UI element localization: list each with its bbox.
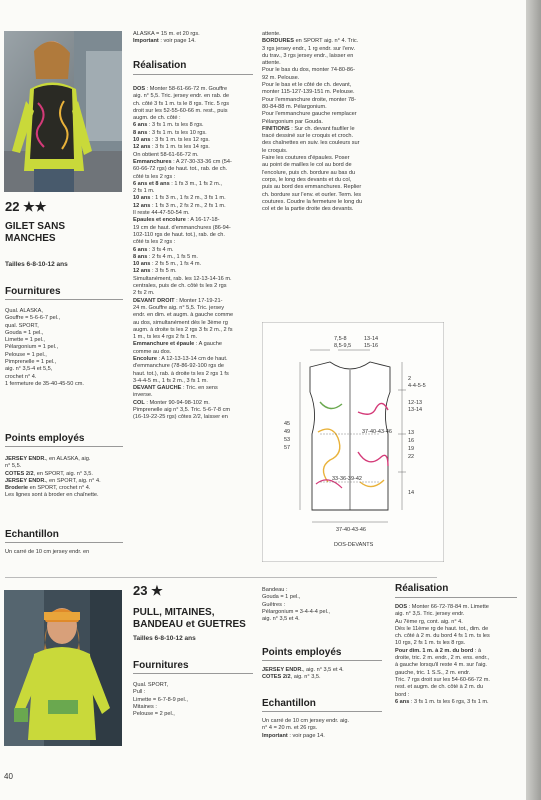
- text-line: col et de la partie droite des devants.: [262, 206, 354, 213]
- text-line: monter 115-127-139-151 m. Pelouse.: [262, 89, 355, 96]
- section-rule: [5, 446, 123, 447]
- text-line: aig. n° 3,5 et 4.: [262, 616, 300, 623]
- dim-shoulder-l2: 8,5-9,5: [334, 343, 352, 349]
- text-line: centrales, puis de ch. côté ts les 2 rgs: [133, 283, 227, 290]
- dim-right-12-13: 12-13: [408, 400, 423, 406]
- photo-pull-model: [4, 590, 122, 746]
- text-line: BORDURES en SPORT aig. n° 4. Tric.: [262, 38, 359, 45]
- dim-left-57: 57: [284, 445, 291, 451]
- text-line: qual. SPORT,: [5, 322, 39, 329]
- text-line: n° 4 = 20 m. et 26 rgs.: [262, 725, 318, 732]
- project-22-title: [5, 221, 65, 245]
- text-line: Pimprenelle aig n° 3,5. Tric. 5-6-7-8 cm: [133, 407, 231, 414]
- echantillon-text-22: [5, 549, 123, 556]
- text-line: DEVANT GAUCHE : Tric. en sens: [133, 385, 218, 392]
- text-line: haut. tot.), rab. à droite ts les 2 rgs 1 fs: [133, 370, 229, 377]
- book-spine: [526, 0, 541, 800]
- fournitures-heading-22: Fournitures: [5, 286, 61, 297]
- dim-bottom-width: 37-40-43-46: [336, 527, 366, 533]
- text-line: 102-110 rgs de haut. tot.), rab. de ch.: [133, 231, 225, 238]
- text-line: 24 m. Gouffre aig. n° 5,5. Tric. jersey: [133, 304, 225, 311]
- fournitures-continued-23: [262, 587, 384, 623]
- dim-right-13: 13: [408, 430, 415, 436]
- text-line: le croquis.: [262, 147, 288, 154]
- gauge-continued: [133, 31, 255, 46]
- realisation-heading-22: Réalisation: [133, 60, 187, 71]
- dim-right-2: 2: [408, 376, 412, 382]
- points-list-23: [262, 667, 384, 682]
- text-line: Pour l'emmanchure droite, monter 78-: [262, 96, 357, 103]
- text-line: Il reste 44-47-50-54 m.: [133, 210, 190, 217]
- section-rule: [262, 660, 382, 661]
- text-line: DEVANT DROIT : Monter 17-19-21-: [133, 297, 223, 304]
- text-line: 3-4-4-5 m., 1 fs 2 m., 3 fs 1 m.: [133, 377, 208, 384]
- text-line: au dos, simultanément dès le 3ème rg: [133, 319, 228, 326]
- dim-neck-l1: 13-14: [364, 336, 379, 342]
- text-line: Faire les coutures d'épaules. Poser: [262, 155, 350, 162]
- text-line: 60-66-72 rgs) de haut. tot., rab. de ch.: [133, 166, 228, 173]
- text-line: endr. en dim. et augm. à gauche comme: [133, 312, 234, 319]
- text-line: COL : Monter 90-94-98-102 m.: [133, 399, 210, 406]
- text-line: droite, tric. 2 m. endr., 2 m. ens. endr.,: [395, 655, 490, 662]
- pull-model-image: [4, 590, 122, 746]
- difficulty-stars-22: ★★: [23, 199, 47, 214]
- text-line: crochet n° 4.: [5, 373, 37, 380]
- difficulty-stars-23: ★: [151, 583, 163, 598]
- text-line: DOS : Monter 66-72-78-84 m. Limette: [395, 604, 489, 610]
- text-line: 10 ans : 2 fs 5 m., 1 fs 4 m.: [133, 261, 202, 268]
- text-line: inverse.: [133, 392, 153, 399]
- text-line: Pélargonium = 3-4-4-4 pel.,: [262, 608, 330, 615]
- dos-devants-schematic: [262, 322, 444, 562]
- project-22-title-line2: MANCHES: [5, 233, 56, 244]
- dim-chest: 37-40-43-46: [362, 429, 392, 435]
- section-rule: [133, 74, 253, 75]
- project-23-title: [133, 607, 259, 631]
- realisation-text-22: [133, 86, 255, 422]
- dim-right-22: 22: [408, 454, 415, 460]
- text-line: ALASKA = 15 m. et 20 rgs.: [133, 31, 200, 37]
- section-rule: [5, 299, 123, 300]
- text-line: Guêtres :: [262, 601, 286, 608]
- text-line: Un carré de 10 cm jersey endr. aig.: [262, 718, 350, 724]
- points-heading-23: Points employés: [262, 647, 342, 658]
- dim-left-49: 49: [284, 429, 291, 435]
- text-line: Pelouse = 2 pel.,: [133, 711, 175, 718]
- text-line: COTES 2/2, en SPORT, aig. n° 3,5.: [5, 470, 93, 477]
- text-line: Pour le bas du dos, monter 74-80-86-: [262, 67, 355, 74]
- text-line: coutures. Coudre la fermeture le long du: [262, 198, 363, 205]
- text-line: Les lignes sont à broder en chaînette.: [5, 492, 99, 499]
- text-line: Qual. SPORT,: [133, 682, 169, 688]
- section-rule: [395, 597, 517, 598]
- section-rule: [5, 542, 123, 543]
- text-line: Pour l'emmanchure gauche remplacer: [262, 111, 357, 118]
- text-line: JERSEY ENDR., en ALASKA, aig.: [5, 456, 91, 462]
- text-line: côté ts les 2 rgs :: [133, 239, 176, 246]
- text-line: 10 ans : 3 fs 1 m. ts les 12 rgs.: [133, 137, 210, 144]
- text-line: Encolure : A 12-13-13-14 cm de haut.: [133, 355, 228, 362]
- text-line: JERSEY ENDR., aig. n° 3,5 et 4.: [262, 667, 344, 673]
- text-line: Limette = 1 pel.,: [5, 337, 45, 344]
- project-separator: [5, 577, 437, 578]
- text-line: 1 fermeture de 35-40-45-50 cm.: [5, 380, 84, 387]
- text-line: 2 fs 2 m.: [133, 290, 155, 297]
- text-line: augm. de ch. côté :: [133, 115, 181, 122]
- realisation-heading-23: Réalisation: [395, 583, 449, 594]
- text-line: aig. n° 5,5. Tric. jersey endr. en rab. de: [133, 93, 230, 100]
- fournitures-list-23: [133, 682, 255, 718]
- section-rule: [133, 673, 253, 674]
- text-line: 1 m., ts les 4 rgs 2 fs 1 m.: [133, 334, 198, 341]
- text-line: JERSEY ENDR., en SPORT, aig. n° 4.: [5, 477, 101, 484]
- text-line: 80-84-88 m. Pélargonium.: [262, 103, 327, 110]
- points-heading-22: Points employés: [5, 433, 85, 444]
- text-line: Important : voir page 14.: [262, 732, 325, 739]
- text-line: Pour le bas et le côté de ch. devant,: [262, 82, 352, 89]
- text-line: attente.: [262, 31, 281, 37]
- dim-left-45: 45: [284, 421, 291, 427]
- text-line: 92 m. Pelouse.: [262, 74, 300, 81]
- text-line: Pimprenelle = 1 pel.,: [5, 359, 57, 366]
- text-line: Pélargonium = 1 pel.,: [5, 344, 59, 351]
- text-line: 12 ans : 3 fs 5 m.: [133, 268, 177, 275]
- text-line: Simultanément, rab. les 12-13-14-16 m.: [133, 275, 232, 282]
- text-line: Broderie en SPORT, crochet n° 4.: [5, 485, 91, 492]
- fournitures-heading-23: Fournitures: [133, 660, 189, 671]
- text-line: Gouffre = 5-6-6-7 pel.,: [5, 315, 61, 322]
- text-line: Dès le 11ème rg de haut. tot., dim. de: [395, 625, 489, 632]
- text-line: 6 ans : 3 fs 4 m.: [133, 246, 174, 253]
- text-line: Qual. ALASKA,: [5, 308, 43, 314]
- project-22-heading: [5, 199, 46, 215]
- text-line: Emmanchure et épaule : A gauche: [133, 341, 222, 348]
- fournitures-list-22: [5, 308, 123, 388]
- text-line: 10 rgs, 2 fs 1 m. ts les 8 rgs.: [395, 640, 466, 647]
- dim-neck-l2: 15-16: [364, 343, 379, 349]
- text-line: Epaules et encolure : A 16-17-18-: [133, 217, 220, 224]
- text-line: aig. n° 3,5. Tric. jersey endr.: [395, 611, 465, 618]
- text-line: Pull :: [133, 689, 146, 696]
- text-line: au point de mailles le col au bord de: [262, 162, 352, 169]
- text-line: Gouda = 1 pel.,: [5, 329, 44, 336]
- text-line: Emmanchures : A 27-30-33-36 cm (54-: [133, 158, 232, 165]
- text-line: 2 fs 1 m.: [133, 188, 155, 195]
- text-line: (16-19-22-25 rgs) côtes 2/2, laisser en: [133, 414, 228, 421]
- text-line: ch. bordure sur l'env. et ourler. Term. les: [262, 191, 362, 198]
- text-line: Pélargonium par Gouda.: [262, 118, 323, 125]
- project-22-sizes: Tailles 6-8-10-12 ans: [5, 261, 68, 268]
- text-line: Pour dim. 1 m. à 2 m. du bord : à: [395, 647, 482, 654]
- text-line: droit sur les 52-55-60-66 m. rest., puis: [133, 107, 228, 114]
- text-line: Gouda = 1 pel.,: [262, 594, 301, 601]
- text-line: Mitaines :: [133, 703, 157, 710]
- text-line: n° 5,5.: [5, 463, 22, 470]
- project-22-title-line1: GILET SANS: [5, 221, 66, 232]
- text-line: des chaînettes en suiv. les couleurs sur: [262, 140, 360, 147]
- text-line: Important : voir page 14.: [133, 38, 196, 45]
- text-line: 10 ans : 1 fs 3 m., 1 fs 2 m., 3 fs 1 m.: [133, 195, 226, 202]
- dim-waist: 33-36-39-42: [332, 476, 362, 482]
- text-line: COTES 2/2, aig. n° 3,5.: [262, 674, 321, 681]
- text-line: ch. côté à 2 m. du bord 4 fs 1 m. ts les: [395, 633, 490, 640]
- text-line: Un carré de 10 cm jersey endr. en: [5, 549, 90, 555]
- text-line: 19 cm de haut. d'emmanchures (86-94-: [133, 224, 231, 231]
- project-23-title-line1: PULL, MITAINES,: [133, 607, 215, 618]
- text-line: d'emmanchure (78-86-92-100 rgs de: [133, 363, 224, 370]
- text-line: tracé dessiné sur le croquis et croch.: [262, 133, 354, 140]
- dim-right-14: 14: [408, 490, 415, 496]
- project-22-number: 22: [5, 199, 20, 214]
- text-line: 8 ans : 2 fs 4 m., 1 fs 5 m.: [133, 253, 198, 260]
- text-line: Au 7ème rg, cont. aig. n° 4.: [395, 618, 463, 625]
- text-line: gauche, tric. 1 S.S., 2 m. endr.: [395, 669, 471, 676]
- text-line: 8 ans : 3 fs 1 m. ts les 10 rgs.: [133, 129, 207, 136]
- text-line: puis au bord des emmanchures. Replier: [262, 184, 362, 191]
- gilet-model-image: [4, 31, 122, 192]
- realisation-text-23: [395, 604, 521, 706]
- project-23-number: 23: [133, 583, 148, 598]
- project-23-heading: [133, 583, 163, 599]
- project-23-title-line2: BANDEAU et GUETRES: [133, 619, 246, 630]
- dim-right-19: 19: [408, 446, 415, 452]
- text-line: 6 ans : 3 fs 1 m. ts les 8 rgs.: [133, 122, 204, 129]
- text-line: 12 ans : 3 fs 1 m. ts les 14 rgs.: [133, 144, 210, 151]
- dim-shoulder-l1: 7,5-8: [334, 336, 347, 342]
- points-list-22: [5, 456, 123, 500]
- project-23-sizes: Tailles 6-8-10-12 ans: [133, 635, 196, 642]
- echantillon-heading-23: Echantillon: [262, 698, 316, 709]
- text-line: bord :: [395, 691, 410, 698]
- text-line: 12 ans : 1 fs 3 m., 2 fs 2 m., 2 fs 1 m.: [133, 202, 226, 209]
- dim-left-53: 53: [284, 437, 291, 443]
- text-line: DOS : Monter 58-61-66-72 m. Gouffre: [133, 86, 228, 92]
- text-line: côté ts les 2 rgs :: [133, 173, 176, 180]
- text-line: aig. n° 3,5-4 et 5,5,: [5, 366, 53, 373]
- diagram-caption: DOS-DEVANTS: [334, 542, 374, 548]
- text-line: rest. et augm. de ch. côté à 2 m. du: [395, 684, 483, 691]
- finishing-instructions: [262, 31, 394, 213]
- text-line: Limette = 6-7-8-9 pel.,: [133, 696, 188, 703]
- text-line: 6 ans : 3 fs 1 m. ts les 6 rgs, 3 fs 1 m.: [395, 698, 489, 705]
- dim-right-4455: 4-4-5-5: [408, 383, 426, 389]
- text-line: attente.: [262, 60, 281, 67]
- text-line: corps, le long des devants et du col,: [262, 176, 352, 183]
- text-line: 6 ans et 8 ans : 1 fs 3 m., 1 fs 2 m.,: [133, 180, 222, 187]
- text-line: du trav., 3 rgs jersey endr., laisser en: [262, 52, 354, 59]
- text-line: Pelouse = 1 pel.,: [5, 351, 47, 358]
- text-line: l'encolure, puis ch. bordure au bas du: [262, 169, 356, 176]
- text-line: FINITIONS : Sur ch. devant faufiler le: [262, 125, 355, 132]
- dim-right-13-14: 13-14: [408, 407, 423, 413]
- echantillon-text-23: [262, 718, 384, 740]
- page-number: 40: [4, 772, 13, 781]
- text-line: augm. à droite ts les 2 rgs 3 fs 2 m., 2 fs: [133, 326, 233, 333]
- section-rule: [262, 711, 382, 712]
- text-line: ch. côté 3 fs 1 m. ts le 8 rgs. Tric. 5 rgs: [133, 100, 230, 107]
- photo-gilet-model: [4, 31, 122, 192]
- echantillon-heading-22: Echantillon: [5, 529, 59, 540]
- dim-right-16: 16: [408, 438, 415, 444]
- text-line: On obtient 58-61-66-72 m.: [133, 151, 199, 158]
- text-line: à gauche lorsqu'il reste 4 m. sur l'aig.: [395, 662, 487, 669]
- text-line: Bandeau :: [262, 587, 288, 593]
- schematic-diagram: [262, 322, 444, 562]
- text-line: Tric. 7 rgs droit sur les 54-60-66-72 m.: [395, 676, 490, 683]
- text-line: comme au dos.: [133, 348, 172, 355]
- text-line: 3 rgs jersey endr., 1 rg endr. sur l'env.: [262, 45, 355, 52]
